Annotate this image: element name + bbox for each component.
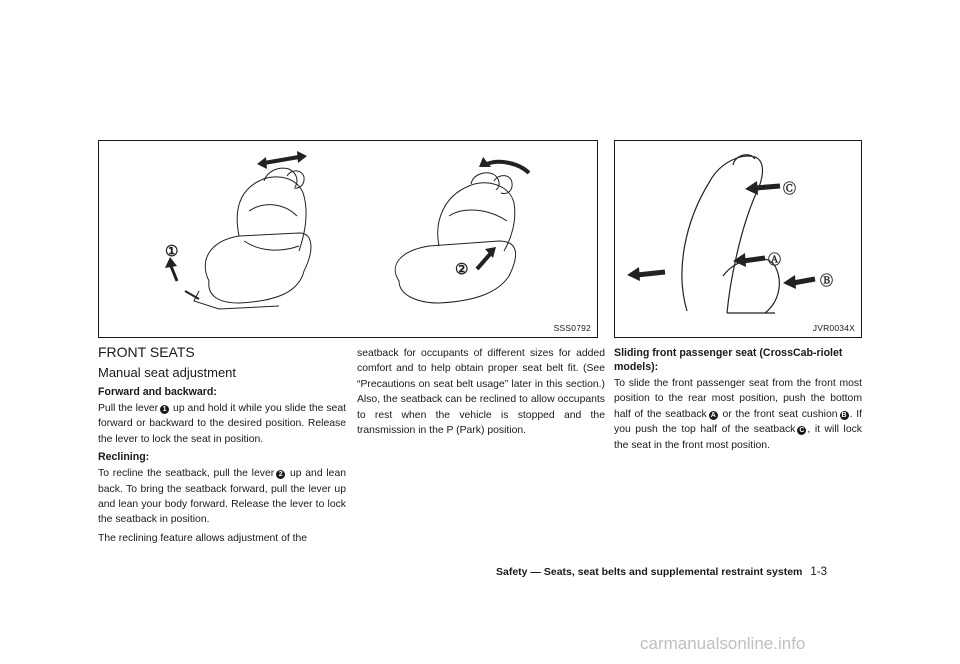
page-footer xyxy=(496,566,827,578)
seat-adjustment-figure xyxy=(98,140,598,338)
seat-illustration-right xyxy=(615,141,863,339)
text-span: or the front seat cushion xyxy=(722,408,838,420)
text-span: Pull the lever xyxy=(98,403,159,414)
ref-b: B xyxy=(841,411,847,419)
ref-2: 2 xyxy=(276,470,285,479)
reclining-text xyxy=(98,466,346,528)
seat-illustration-left xyxy=(99,141,599,339)
page-number: 1-3 xyxy=(810,566,827,578)
text-span: To recline the seatback, pull the lever xyxy=(98,468,275,480)
text-span: . If you push the top half of the seatback xyxy=(614,408,862,436)
left-column xyxy=(98,342,346,549)
text-span: , it will lock the seat in the front most position. xyxy=(614,424,862,451)
sliding-seat-heading: Sliding front passenger seat (CrossCab-riolet models): xyxy=(614,347,843,373)
ref-1: 1 xyxy=(160,405,169,414)
forward-backward-heading: Forward and backward: xyxy=(98,386,217,398)
text-span: To slide the front passenger seat from the front most position to the rear most position, push the bottom half of the seatback xyxy=(614,378,862,420)
subsection-title: Manual seat adjustment xyxy=(98,365,237,380)
passenger-seat-figure xyxy=(614,140,862,338)
figure-code: SSS0792 xyxy=(553,323,591,333)
figure-code: JVR0034X xyxy=(812,323,855,333)
right-column xyxy=(614,346,862,456)
footer-title: Safety — Seats, seat belts and supplemental restraint system xyxy=(496,566,803,578)
seatback-text: seatback for occupants of different sizes for added comfort and to help obtain proper seat belt fit. (See “Precautions on seat belt usage” later in this section.) Also, the seatback can be reclined to allow occupants to rest when the vehicle is stopped and the transmission in the P (Park) position. xyxy=(357,348,605,437)
sliding-seat-text xyxy=(614,376,862,453)
ref-a: A xyxy=(710,411,716,419)
callout-c: Ⓒ xyxy=(783,181,797,196)
ref-c: C xyxy=(799,427,805,435)
reclining-heading: Reclining: xyxy=(98,451,150,464)
text-span: up and hold it while you slide the seat forward or backward to the desired position. Release the lever to lock the seat in position. xyxy=(98,403,346,445)
callout-a: Ⓐ xyxy=(768,252,782,267)
reclining-feature-text: The reclining feature allows adjustment of the xyxy=(98,532,308,544)
text-span: up and lean back. To bring the seatback forward, pull the lever up and lean your body forward. Release the lever to lock the seatback in position. xyxy=(98,468,347,526)
section-title: FRONT SEATS xyxy=(98,344,195,360)
callout-2: ② xyxy=(455,261,469,278)
forward-backward-text xyxy=(98,401,346,447)
callout-1: ① xyxy=(165,243,179,260)
middle-column xyxy=(357,346,605,441)
watermark: carmanualsonline.info xyxy=(640,634,806,653)
callout-b: Ⓑ xyxy=(820,273,834,288)
